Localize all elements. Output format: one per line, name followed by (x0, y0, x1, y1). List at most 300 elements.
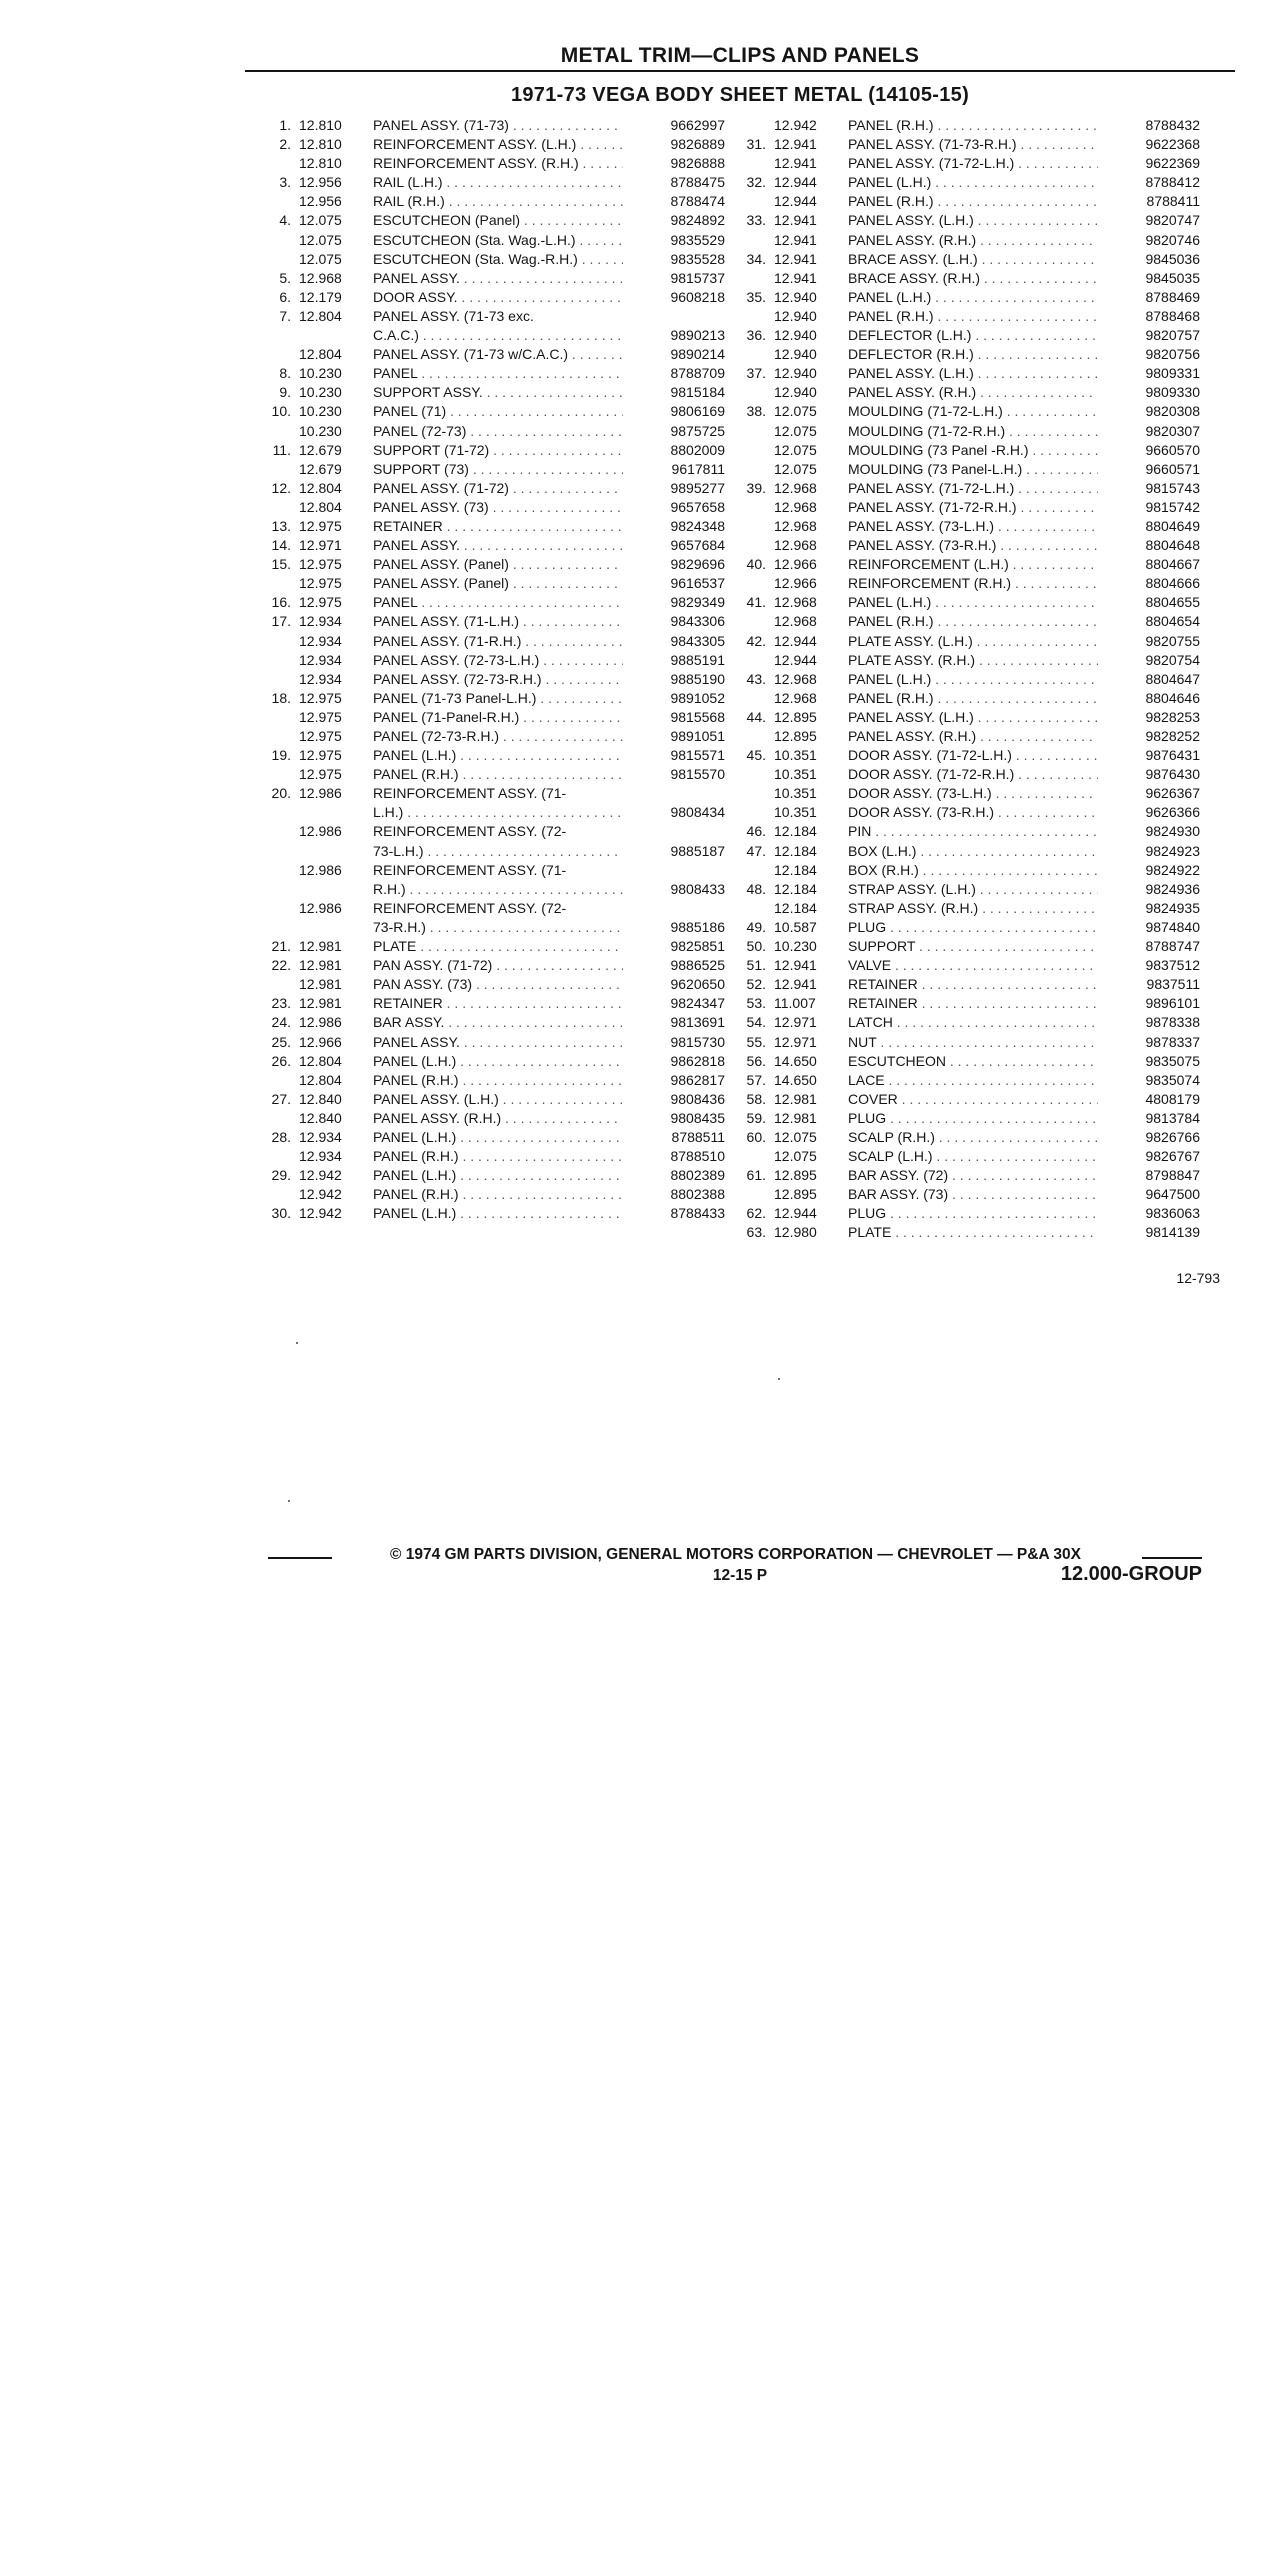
part-number: 9806169 (670, 403, 725, 420)
group-number: 12.986 (299, 899, 342, 916)
ref-number: 30. (271, 1205, 291, 1222)
part-number: 8788412 (1145, 174, 1200, 191)
part-description: PANEL (L.H.) . . . (848, 288, 1098, 307)
part-description: PANEL ASSY. . . . (373, 536, 623, 555)
scan-speck (778, 1378, 780, 1380)
page-header-title: METAL TRIM—CLIPS AND PANELS (560, 44, 920, 67)
part-description: PANEL ASSY. (71-72) . . . (373, 479, 623, 498)
part-number: 9843305 (670, 632, 725, 649)
part-description: ESCUTCHEON (Sta. Wag.-R.H.) . . . (373, 250, 623, 269)
parts-row (265, 345, 735, 364)
parts-row (265, 994, 735, 1013)
group-number: 10.230 (299, 365, 342, 382)
ref-number: 5. (279, 269, 291, 286)
ref-number: 3. (279, 174, 291, 191)
parts-row (740, 574, 1210, 593)
parts-row (740, 460, 1210, 479)
part-description: MOULDING (71-72-R.H.) . . . (848, 422, 1098, 441)
group-number: 12.942 (299, 1167, 342, 1184)
parts-row (265, 1013, 735, 1032)
part-number: 9809331 (1145, 365, 1200, 382)
part-number: 9891051 (670, 728, 725, 744)
ref-number: 40. (746, 556, 766, 573)
part-number: 9820308 (1145, 403, 1200, 420)
part-description: PANEL (R.H.) . . . (848, 689, 1098, 708)
group-number: 12.968 (774, 517, 817, 534)
part-number: 9845036 (1145, 250, 1200, 267)
part-number: 9885187 (670, 842, 725, 859)
part-number: 9815730 (670, 1033, 725, 1050)
part-number: 9813691 (670, 1014, 725, 1031)
parts-row (740, 1223, 1210, 1242)
part-number: 9815742 (1145, 498, 1200, 515)
ref-number: 24. (271, 1014, 291, 1031)
parts-row (740, 173, 1210, 192)
group-number: 12.810 (299, 117, 342, 133)
part-description: MOULDING (73 Panel-L.H.) . . . (848, 460, 1098, 479)
part-description: PANEL ASSY. . . . (373, 269, 623, 288)
part-description: PLATE ASSY. (R.H.) . . . (848, 651, 1098, 670)
part-description: PANEL (R.H.) . . . (848, 192, 1098, 211)
group-number: 12.934 (299, 632, 342, 649)
group-number: 12.944 (774, 174, 817, 191)
group-number: 12.184 (774, 861, 817, 878)
ref-number: 49. (746, 918, 766, 935)
part-number: 9862817 (670, 1071, 725, 1088)
ref-number: 20. (271, 785, 291, 802)
part-number: 9647500 (1145, 1186, 1200, 1203)
part-description: PANEL ASSY. (L.H.) . . . (848, 211, 1098, 230)
parts-column-right (740, 116, 1210, 1243)
part-number: 8788709 (670, 365, 725, 382)
group-number: 12.975 (299, 708, 342, 725)
group-number: 12.804 (299, 498, 342, 515)
parts-row (265, 612, 735, 631)
group-number: 12.075 (774, 1128, 817, 1145)
ref-number: 4. (279, 212, 291, 229)
group-number: 12.840 (299, 1109, 342, 1126)
part-number: 9826767 (1145, 1148, 1200, 1165)
part-number: 8788411 (1146, 193, 1200, 210)
group-number: 12.940 (774, 327, 817, 344)
part-number: 9820755 (1145, 632, 1200, 649)
group-number: 12.941 (774, 250, 817, 267)
part-description: PANEL ASSY. (71-R.H.) . . . (373, 632, 623, 651)
group-number: 10.230 (299, 384, 342, 401)
part-number: 9616537 (670, 575, 725, 592)
parts-row (740, 383, 1210, 402)
part-description: REINFORCEMENT ASSY. (72- (373, 823, 567, 840)
group-number: 12.968 (774, 689, 817, 706)
part-number: 9622369 (1145, 155, 1200, 172)
parts-row (740, 269, 1210, 288)
group-number: 12.975 (299, 689, 342, 706)
parts-row (265, 1071, 735, 1090)
part-number: 9622368 (1145, 136, 1200, 153)
ref-number: 38. (746, 403, 766, 420)
parts-row (265, 918, 735, 937)
ref-number: 60. (746, 1128, 766, 1145)
part-number: 9808436 (670, 1090, 725, 1107)
part-number: 9808434 (670, 804, 725, 821)
part-description: PANEL ASSY. (71-73) . . . (373, 116, 623, 135)
group-number: 12.075 (774, 1148, 817, 1165)
parts-row (265, 727, 735, 746)
group-number: 12.968 (774, 670, 817, 687)
part-description: PANEL (L.H.) . . . (848, 670, 1098, 689)
part-description: REINFORCEMENT ASSY. (R.H.) . . . (373, 154, 623, 173)
parts-row (740, 364, 1210, 383)
ref-number: 28. (271, 1128, 291, 1145)
parts-row (265, 899, 735, 918)
part-description: PANEL ASSY. . . . (373, 1033, 623, 1052)
part-description: PLUG . . . (848, 918, 1098, 937)
parts-row (265, 288, 735, 307)
part-description: PANEL ASSY. (73-R.H.) . . . (848, 536, 1098, 555)
parts-row (265, 383, 735, 402)
part-number: 9843306 (670, 613, 725, 630)
part-number: 8804667 (1145, 556, 1200, 573)
ref-number: 44. (746, 708, 766, 725)
group-number: 12.934 (299, 1128, 342, 1145)
group-number: 12.944 (774, 1205, 817, 1222)
part-number: 9824922 (1145, 861, 1200, 878)
part-description: PLATE ASSY. (L.H.) . . . (848, 632, 1098, 651)
part-description: PANEL (R.H.) . . . (848, 612, 1098, 631)
ref-number: 63. (746, 1224, 766, 1241)
parts-row (265, 116, 735, 135)
part-number: 8788475 (670, 174, 725, 191)
group-number: 12.804 (299, 307, 342, 324)
group-number: 12.968 (299, 269, 342, 286)
parts-row (265, 1052, 735, 1071)
part-description: 73-L.H.) . . . (373, 842, 623, 861)
ref-number: 56. (746, 1052, 766, 1069)
scan-speck (288, 1500, 290, 1502)
ref-number: 34. (746, 250, 766, 267)
parts-row (740, 479, 1210, 498)
part-number: 9820756 (1145, 346, 1200, 363)
parts-row (740, 441, 1210, 460)
ref-number: 31. (746, 136, 766, 153)
group-number: 12.971 (299, 537, 342, 554)
part-description: PANEL (72-73) . . . (373, 422, 623, 441)
part-number: 8798847 (1145, 1167, 1200, 1184)
ref-number: 47. (746, 842, 766, 859)
part-number: 9620650 (670, 976, 725, 993)
parts-row (740, 1090, 1210, 1109)
part-description: PANEL (R.H.) . . . (848, 307, 1098, 326)
part-description: RETAINER . . . (848, 975, 1098, 994)
group-number: 12.840 (299, 1090, 342, 1107)
ref-number: 18. (271, 689, 291, 706)
ref-number: 55. (746, 1033, 766, 1050)
parts-row (740, 651, 1210, 670)
part-number: 9835528 (670, 250, 725, 267)
ref-number: 2. (279, 136, 291, 153)
parts-row (265, 269, 735, 288)
page-reference: 12-793 (1176, 1270, 1220, 1286)
group-number: 12.944 (774, 651, 817, 668)
group-number: 11.007 (774, 995, 816, 1012)
part-number: 8804655 (1145, 594, 1200, 611)
group-number: 12.075 (774, 403, 817, 420)
parts-row (740, 956, 1210, 975)
part-description: PANEL ASSY. (R.H.) . . . (848, 727, 1098, 746)
part-number: 9820754 (1145, 651, 1200, 668)
parts-row (265, 173, 735, 192)
part-description: PAN ASSY. (71-72) . . . (373, 956, 623, 975)
ref-number: 33. (746, 212, 766, 229)
group-number: 12.941 (774, 136, 817, 153)
group-number: 12.184 (774, 899, 817, 916)
parts-row (740, 135, 1210, 154)
part-number: 9829696 (670, 556, 725, 573)
part-description: PLUG . . . (848, 1204, 1098, 1223)
ref-number: 57. (746, 1071, 766, 1088)
parts-row (265, 784, 735, 803)
part-description: BAR ASSY. (72) . . . (848, 1166, 1098, 1185)
part-description: MOULDING (73 Panel -R.H.) . . . (848, 441, 1098, 460)
part-description: PANEL ASSY. (71-73 exc. (373, 307, 534, 324)
part-description: PLUG . . . (848, 1109, 1098, 1128)
part-number: 8802388 (670, 1186, 725, 1203)
group-number: 12.184 (774, 842, 817, 859)
group-number: 10.351 (774, 766, 817, 783)
parts-row (740, 345, 1210, 364)
part-description: SUPPORT (73) . . . (373, 460, 623, 479)
parts-row (740, 689, 1210, 708)
header-rule (245, 70, 1235, 72)
part-description: PANEL ASSY. (R.H.) . . . (848, 383, 1098, 402)
group-number: 12.804 (299, 1052, 342, 1069)
parts-row (265, 670, 735, 689)
ref-number: 22. (271, 957, 291, 974)
part-number: 9828253 (1145, 708, 1200, 725)
parts-row (265, 1033, 735, 1052)
group-number: 12.075 (774, 441, 817, 458)
part-number: 8804646 (1145, 689, 1200, 706)
group-number: 12.981 (299, 957, 342, 974)
part-description: PAN ASSY. (73) . . . (373, 975, 623, 994)
ref-number: 23. (271, 995, 291, 1012)
parts-row (265, 1128, 735, 1147)
group-number: 12.981 (774, 1109, 817, 1126)
part-description: DOOR ASSY. (73-L.H.) . . . (848, 784, 1098, 803)
parts-row (740, 154, 1210, 173)
scan-speck (296, 1342, 298, 1344)
part-number: 9874840 (1145, 918, 1200, 935)
part-number: 9878338 (1145, 1014, 1200, 1031)
parts-row (740, 1033, 1210, 1052)
ref-number: 25. (271, 1033, 291, 1050)
part-description: PANEL ASSY. (73) . . . (373, 498, 623, 517)
part-number: 9657684 (670, 537, 725, 554)
part-description: STRAP ASSY. (L.H.) . . . (848, 880, 1098, 899)
group-number: 12.179 (299, 288, 342, 305)
ref-number: 10. (271, 403, 291, 420)
part-description: PANEL ASSY. (72-73-R.H.) . . . (373, 670, 623, 689)
part-number: 8788469 (1145, 288, 1200, 305)
part-description: RETAINER . . . (373, 517, 623, 536)
part-description: ESCUTCHEON (Sta. Wag.-L.H.) . . . (373, 231, 623, 250)
part-number: 9808433 (670, 880, 725, 897)
part-description: PANEL ASSY. (L.H.) . . . (848, 708, 1098, 727)
part-description: PANEL (L.H.) . . . (373, 1204, 623, 1223)
part-number: 9825851 (670, 938, 725, 955)
part-number: 8802009 (670, 441, 725, 458)
parts-row (265, 956, 735, 975)
part-number: 8804647 (1145, 670, 1200, 687)
ref-number: 9. (279, 384, 291, 401)
part-description: PANEL (L.H.) . . . (848, 593, 1098, 612)
part-number: 4808179 (1145, 1090, 1200, 1107)
ref-number: 39. (746, 479, 766, 496)
part-number: 9890214 (670, 346, 725, 363)
part-number: 9862818 (670, 1052, 725, 1069)
part-number: 9815737 (670, 269, 725, 286)
parts-row (740, 1109, 1210, 1128)
ref-number: 50. (746, 938, 766, 955)
group-number: 12.804 (299, 479, 342, 496)
part-number: 9824930 (1145, 823, 1200, 840)
parts-row (740, 918, 1210, 937)
part-number: 8804666 (1145, 575, 1200, 592)
parts-row (265, 1185, 735, 1204)
part-number: 8788511 (671, 1128, 725, 1145)
part-description: DOOR ASSY. (73-R.H.) . . . (848, 803, 1098, 822)
parts-row (740, 727, 1210, 746)
group-number: 12.810 (299, 155, 342, 172)
parts-row (265, 211, 735, 230)
parts-row (265, 689, 735, 708)
group-number: 12.934 (299, 613, 342, 630)
parts-row (265, 1166, 735, 1185)
part-number: 9878337 (1145, 1033, 1200, 1050)
parts-row (265, 231, 735, 250)
part-number: 9815568 (670, 708, 725, 725)
group-number: 12.968 (774, 479, 817, 496)
part-description: PANEL (R.H.) . . . (373, 1147, 623, 1166)
part-number: 9885186 (670, 918, 725, 935)
part-number: 9660570 (1145, 441, 1200, 458)
group-number: 12.940 (774, 384, 817, 401)
parts-row (740, 746, 1210, 765)
group-number: 12.934 (299, 670, 342, 687)
ref-number: 26. (271, 1052, 291, 1069)
part-description: COVER . . . (848, 1090, 1098, 1109)
part-number: 9876431 (1145, 747, 1200, 764)
part-description: BRACE ASSY. (L.H.) . . . (848, 250, 1098, 269)
ref-number: 58. (746, 1090, 766, 1107)
part-number: 8802389 (670, 1167, 725, 1184)
group-number: 12.986 (299, 823, 342, 840)
group-number: 12.981 (299, 995, 342, 1012)
part-description: PANEL ASSY. (L.H.) . . . (848, 364, 1098, 383)
group-number: 12.941 (774, 155, 817, 172)
parts-row (740, 211, 1210, 230)
parts-row (265, 555, 735, 574)
part-description: SCALP (R.H.) . . . (848, 1128, 1098, 1147)
group-number: 12.981 (774, 1090, 817, 1107)
parts-row (740, 803, 1210, 822)
parts-row (265, 1109, 735, 1128)
part-number: 9820757 (1145, 327, 1200, 344)
parts-row (265, 517, 735, 536)
group-number: 12.941 (774, 231, 817, 248)
group-number: 12.942 (299, 1205, 342, 1222)
group-number: 12.966 (774, 575, 817, 592)
parts-row (740, 517, 1210, 536)
part-description: PANEL (R.H.) . . . (373, 765, 623, 784)
part-number: 9626366 (1145, 804, 1200, 821)
part-description: SCALP (L.H.) . . . (848, 1147, 1098, 1166)
group-number: 12.940 (774, 288, 817, 305)
parts-row (740, 536, 1210, 555)
ref-number: 46. (746, 823, 766, 840)
ref-number: 7. (279, 307, 291, 324)
part-description: DEFLECTOR (L.H.) . . . (848, 326, 1098, 345)
part-description: RETAINER . . . (373, 994, 623, 1013)
parts-row (740, 1204, 1210, 1223)
part-number: 9809330 (1145, 384, 1200, 401)
part-number: 9885191 (670, 651, 725, 668)
part-number: 9813784 (1145, 1109, 1200, 1126)
part-description: R.H.) . . . (373, 880, 623, 899)
part-number: 9876430 (1145, 766, 1200, 783)
parts-row (265, 593, 735, 612)
part-number: 9815184 (670, 384, 725, 401)
part-description: REINFORCEMENT ASSY. (71- (373, 861, 567, 878)
parts-column-left (265, 116, 735, 1223)
part-number: 9657658 (670, 498, 725, 515)
part-number: 9875725 (670, 422, 725, 439)
parts-row (740, 402, 1210, 421)
group-number: 12.941 (774, 269, 817, 286)
parts-row (265, 536, 735, 555)
group-number: 12.975 (299, 517, 342, 534)
group-number: 12.934 (299, 651, 342, 668)
group-number: 12.980 (774, 1224, 817, 1241)
parts-row (740, 1128, 1210, 1147)
group-number: 12.679 (299, 460, 342, 477)
part-description: RAIL (R.H.) . . . (373, 192, 623, 211)
part-description: REINFORCEMENT ASSY. (72- (373, 899, 567, 916)
part-description: PANEL ASSY. (71-72-L.H.) . . . (848, 154, 1098, 173)
ref-number: 35. (746, 288, 766, 305)
parts-row (740, 1071, 1210, 1090)
ref-number: 59. (746, 1109, 766, 1126)
group-number: 12.975 (299, 728, 342, 744)
part-description: C.A.C.) . . . (373, 326, 623, 345)
part-number: 9662997 (670, 117, 725, 133)
group-number: 12.075 (299, 231, 342, 248)
part-number: 9824348 (670, 517, 725, 534)
parts-row (740, 1185, 1210, 1204)
group-number: 12.941 (774, 212, 817, 229)
parts-row (740, 498, 1210, 517)
part-description: PANEL (L.H.) . . . (373, 746, 623, 765)
parts-row (265, 250, 735, 269)
part-description: REINFORCEMENT ASSY. (L.H.) . . . (373, 135, 623, 154)
part-number: 9824892 (670, 212, 725, 229)
group-number: 12.975 (299, 556, 342, 573)
part-description: REINFORCEMENT (R.H.) . . . (848, 574, 1098, 593)
part-description: PANEL ASSY. (71-L.H.) . . . (373, 612, 623, 631)
part-description: PANEL (L.H.) . . . (373, 1052, 623, 1071)
group-number: 12.075 (299, 250, 342, 267)
parts-row (265, 402, 735, 421)
